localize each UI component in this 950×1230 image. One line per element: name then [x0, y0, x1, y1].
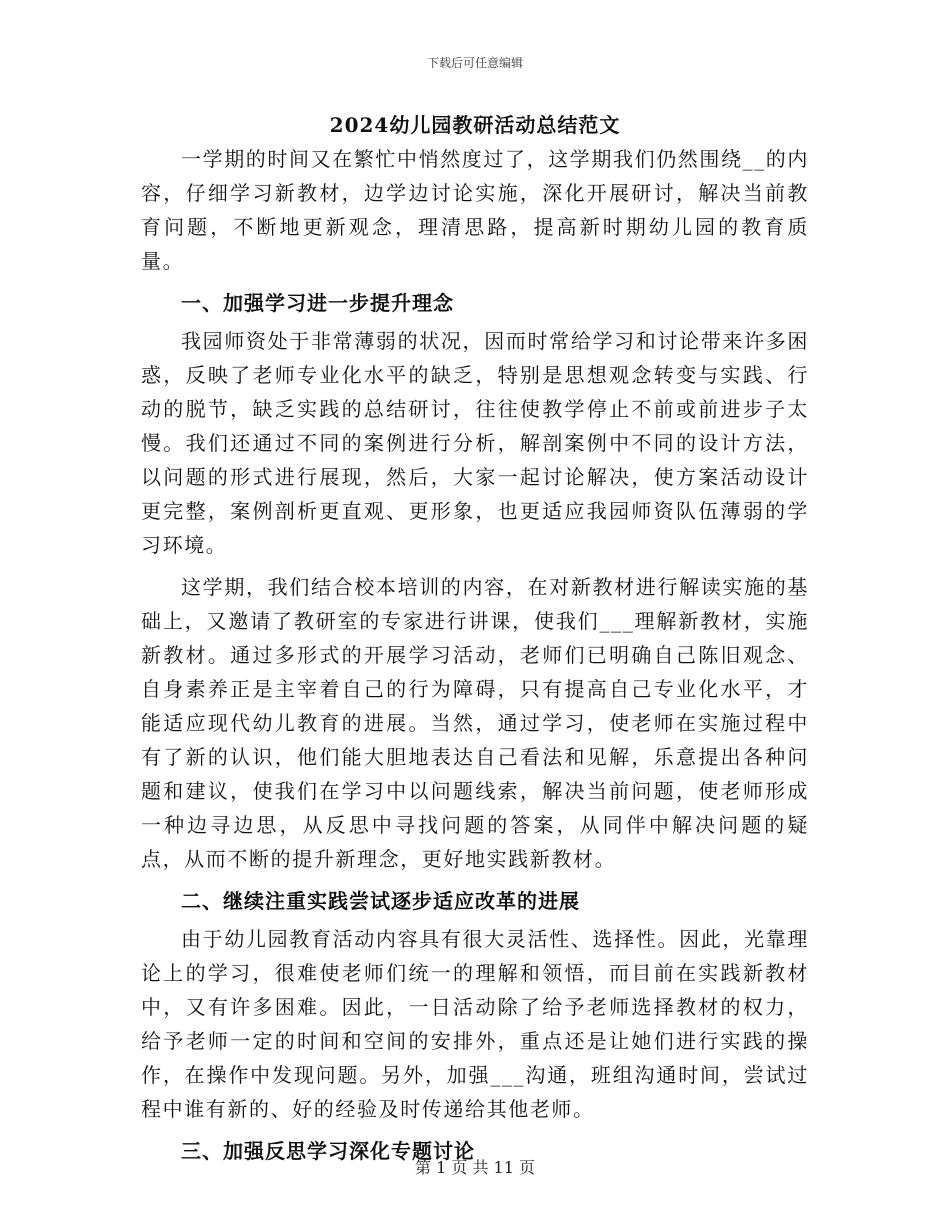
section-1-heading: 一、加强学习进一步提升理念	[181, 291, 454, 315]
document-title: 2024幼儿园教研活动总结范文	[329, 113, 621, 137]
section-3-heading: 三、加强反思学习深化专题讨论	[181, 1139, 475, 1163]
page-number: 第 1 页 共 11 页	[415, 1158, 535, 1177]
section-1-paragraph-2: 这学期，我们结合校本培训的内容，在对新教材进行解读实施的基础上，又邀请了教研室的专家进行讲课，使我们___理解新教材，实施新教材。通过多形式的开展学习活动，老师们已明确自己陈旧观念、自身素养正是主宰着自己的行为障碍，只有提高自己专业化水平，才能适应现代幼儿教育的进展。当然，通过学习，使老师在实施过程中有了新的认识，他们能大胆地表达自己看法和见解，乐意提出各种问题和建议，使我们在学习中以问题线索，解决当前问题，使老师形成一种边寻边思，从反思中寻找问题的答案，从同伴中解决问题的疑点，从而不断的提升新理念，更好地实践新教材。	[141, 575, 809, 871]
intro-paragraph: 一学期的时间又在繁忙中悄然度过了，这学期我们仍然围绕__的内容，仔细学习新教材，边学边讨论实施，深化开展研讨，解决当前教育问题，不断地更新观念，理清思路，提高新时期幼儿园的教育质量。	[141, 147, 809, 273]
header-note: 下载后可任意编辑	[426, 56, 523, 70]
section-2-paragraph-1: 由于幼儿园教育活动内容具有很大灵活性、选择性。因此，光靠理论上的学习，很难使老师们统一的理解和领悟，而目前在实践新教材中，又有许多困难。因此，一日活动除了给予老师选择教材的权力，给予老师一定的时间和空间的安排外，重点还是让她们进行实践的操作，在操作中发现问题。另外，加强___沟通，班组沟通时间，尝试过程中谁有新的、好的经验及时传递给其他老师。	[141, 927, 809, 1121]
section-1-paragraph-1: 我园师资处于非常薄弱的状况，因而时常给学习和讨论带来许多困惑，反映了老师专业化水平的缺乏，特别是思想观念转变与实践、行动的脱节，缺乏实践的总结研讨，往往使教学停止不前或前进步子太慢。我们还通过不同的案例进行分析，解剖案例中不同的设计方法，以问题的形式进行展现，然后，大家一起讨论解决，使方案活动设计更完整，案例剖析更直观、更形象，也更适应我园师资队伍薄弱的学习环境。	[141, 329, 809, 557]
document-body	[141, 108, 809, 1172]
section-2-heading: 二、继续注重实践尝试逐步适应改革的进展	[181, 889, 580, 913]
